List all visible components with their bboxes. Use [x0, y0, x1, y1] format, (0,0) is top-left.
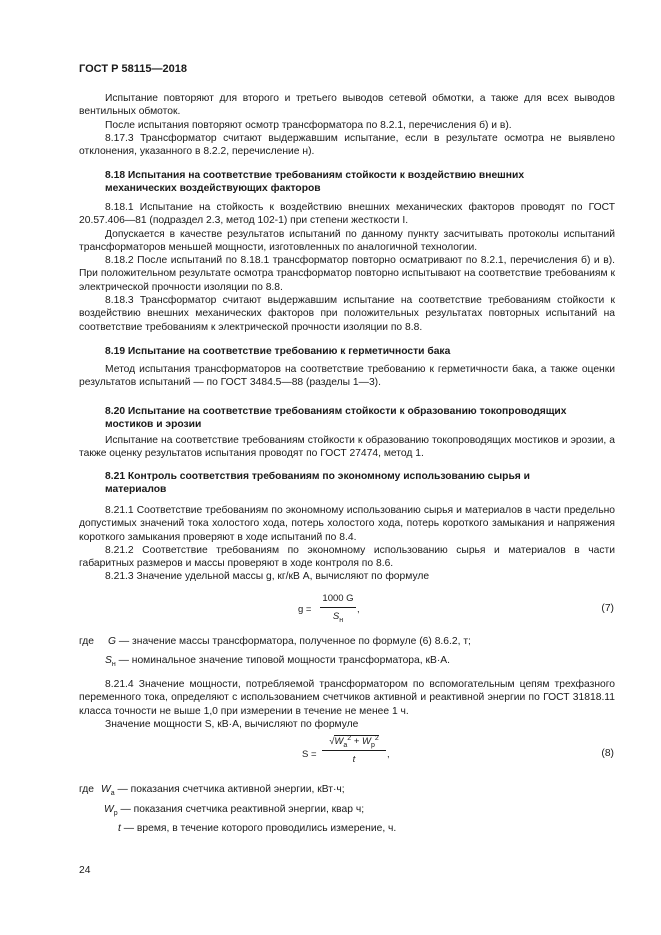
formula-7-den-sub: н — [339, 617, 344, 625]
text-block-8-17 — [79, 92, 615, 158]
section-heading-8-20: 8.20 Испытание на соответствие требованиям стойкости к образованию токопроводящих мостиков и эрозии — [105, 406, 567, 431]
document-header: ГОСТ Р 58115—2018 — [79, 63, 187, 75]
formula-7-comma: , — [357, 604, 360, 615]
var-s-sub: н — [111, 661, 116, 669]
var-w: W — [334, 736, 344, 747]
equation-number-8: (8) — [601, 748, 614, 759]
sqrt-icon: √ — [329, 736, 335, 747]
section-heading-8-21: 8.21 Контроль соответствия требованиям по экономному использованию сырья и материалов — [105, 471, 530, 496]
where-row-text: — показания счетчика реактивной энергии, квар ч; — [117, 804, 365, 815]
where-row-text: — время, в течение которого проводились измерение, ч. — [120, 823, 397, 834]
paragraph: 8.21.1 Соответствие требованиям по экономному использованию сырья и материалов в части предельно допустимых значений тока холостого хода, потерь холостого хода, потерь короткого замыкания и напряжения короткого замыкания проверяют в ходе испытаний по 8.4. — [79, 505, 615, 543]
paragraph: Метод испытания трансформаторов на соответствие требованию к герметичности бака, а также оценки результатов испытаний — по ГОСТ 3484.5—88 (разделы 1—3). — [79, 364, 615, 389]
paragraph: Испытание повторяют для второго и третьего выводов сетевой обмотки, а также для всех выводов вентильных обмоток. — [79, 93, 615, 118]
var-w: W — [104, 804, 114, 815]
formula-8-radicand — [334, 735, 378, 747]
var-w-sub: р — [113, 810, 118, 818]
var-w-sub: a — [110, 790, 115, 798]
where-row-wa — [101, 783, 345, 796]
formula-7-denominator — [320, 608, 356, 623]
paragraph: 8.18.1 Испытание на стойкость к воздействию внешних механических факторов проводят по ГОСТ 20.57.406—81 (подраздел 2.3, метод 102-1) при степени жесткости I. — [79, 202, 615, 227]
formula-7-fraction — [320, 592, 356, 624]
section-heading-8-19: 8.19 Испытание на соответствие требованию к герметичности бака — [105, 346, 451, 357]
paragraph: Допускается в качестве результатов испытаний по данному пункту засчитывать протоколы испытаний трансформаторов меньшей мощности, изготовленных по аналогичной технологии. — [79, 228, 615, 253]
var-w-sub: р — [370, 741, 375, 749]
var-t: t — [118, 823, 121, 834]
power: 2 — [374, 734, 379, 742]
text-block-8-19 — [79, 363, 615, 390]
where-row-wr — [104, 803, 364, 816]
paragraph: 8.17.3 Трансформатор считают выдержавшим испытание, если в результате осмотра не выявлено отклонения, указанного в 8.2.2, перечисление н). — [79, 132, 615, 158]
paragraph: 8.21.2 Соответствие требованиям по экономному использованию сырья и материалов в части габаритных размеров и массы проверяют в ходе контроля по 8.6. — [79, 544, 615, 570]
where-row-g — [108, 635, 471, 648]
where-row-text: — показания счетчика активной энергии, кВт·ч; — [114, 784, 345, 795]
var-w: W — [101, 784, 111, 795]
page-number: 24 — [79, 865, 91, 876]
formula-7-den-var: S — [332, 611, 340, 623]
plus-sign: + — [351, 736, 363, 747]
text-block-8-18 — [79, 201, 615, 334]
paragraph: 8.21.3 Значение удельной массы g, кг/кВ А, вычисляют по формуле — [105, 571, 430, 583]
formula-7-lhs: g = — [298, 604, 312, 615]
formula-8-denominator: t — [352, 754, 356, 766]
power: 2 — [347, 734, 352, 742]
text-block-8-21-4 — [79, 678, 615, 731]
formula-7-numerator: 1000 G — [320, 592, 356, 608]
var-g: G — [108, 636, 117, 647]
text-block-8-21 — [79, 504, 615, 584]
where-row-text: — номинальное значение типовой мощности трансформатора, кВ·А. — [115, 655, 450, 666]
where-row-text: — значение массы трансформатора, полученное по формуле (6) 8.6.2, т; — [116, 636, 471, 647]
formula-8-lhs: S = — [302, 749, 317, 760]
section-heading-8-18: 8.18 Испытания на соответствие требованиям стойкости к воздействию внешних механических воздействующих факторов — [105, 170, 525, 195]
equation-number-7: (7) — [601, 603, 614, 614]
paragraph: 8.21.4 Значение мощности, потребляемой трансформатором по вспомогательным цепям трехфазного переменного тока, определяют с использованием счетчиков активной и реактивной энергии по ГОСТ 31818.11 класса точности не выше 1,0 при измерении в течение не менее 1 ч. — [79, 679, 615, 717]
paragraph: После испытания повторяют осмотр трансформатора по 8.2.1, перечисления б) и в). — [105, 119, 512, 131]
where-row-sn — [105, 654, 450, 667]
paragraph: 8.18.2 После испытаний по 8.18.1 трансформатор повторно осматривают по 8.2.1, перечисления б) и в). При положительном результате осмотра трансформатор повторно испытывают на соответствие требованиям к электрической прочности изоляции по 8.8. — [79, 255, 615, 293]
text-block-8-20 — [79, 434, 615, 461]
var-w: W — [362, 736, 371, 747]
formula-8-fraction — [322, 735, 386, 767]
paragraph: Значение мощности S, кВ·А, вычисляют по формуле — [105, 718, 359, 730]
var-s: S — [105, 655, 112, 666]
var-w-sub: a — [343, 741, 348, 749]
paragraph: 8.18.3 Трансформатор считают выдержавшим испытание на соответствие требованиям стойкости к воздействию внешних механических факторов при положительных результатах повторных испытаний на соответствие требованиям к электрической прочности изоляции по 8.8. — [79, 295, 615, 333]
where-label: где — [79, 636, 95, 647]
formula-8-numerator — [322, 735, 386, 751]
where-row-t — [118, 822, 396, 835]
where-label: где — [79, 784, 95, 795]
formula-8-comma: , — [387, 749, 390, 760]
paragraph: Испытание на соответствие требованиям стойкости к образованию токопроводящих мостиков и эрозии, а также оценку результатов испытания проводят по ГОСТ 27474, метод 1. — [79, 435, 615, 460]
